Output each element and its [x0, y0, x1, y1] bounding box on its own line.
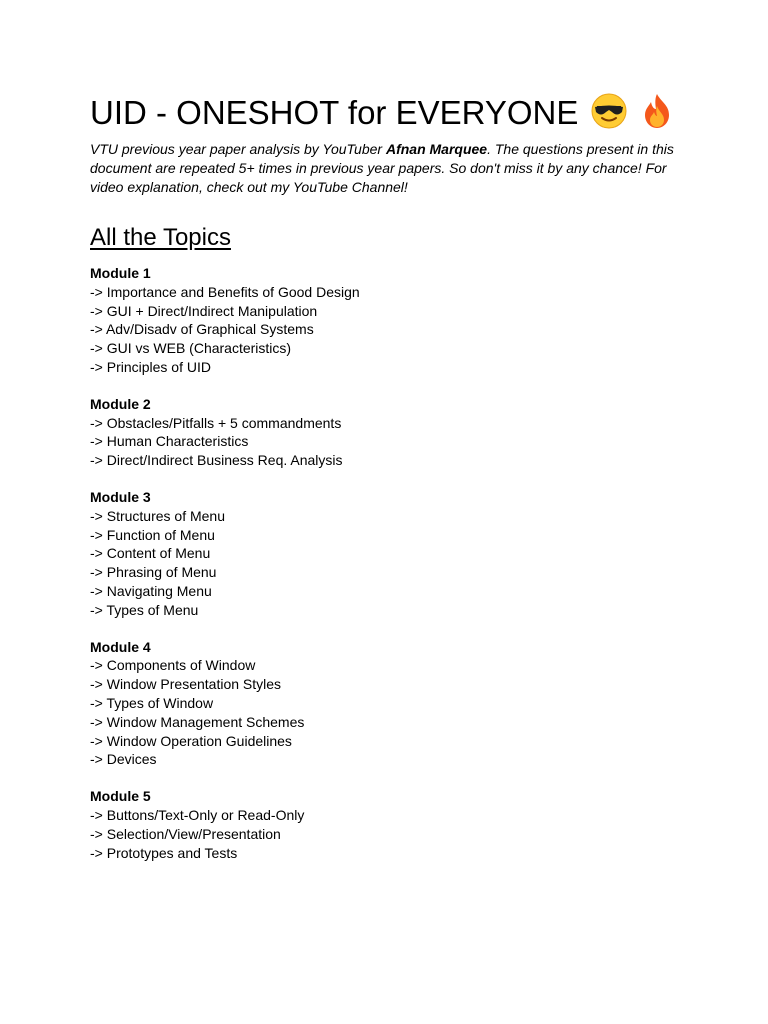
topic-list: [90, 283, 690, 377]
topic-item: -> Direct/Indirect Business Req. Analysis: [90, 452, 343, 469]
topic-item: -> Phrasing of Menu: [90, 564, 217, 581]
fire-icon: [639, 92, 675, 139]
module-4: [90, 638, 690, 770]
document-title: [90, 92, 675, 139]
topic-item: -> Function of Menu: [90, 526, 215, 543]
topic-item: -> Types of Menu: [90, 601, 199, 618]
topic-item: -> Window Presentation Styles: [90, 676, 282, 693]
topic-item: -> Adv/Disadv of Graphical Systems: [90, 321, 314, 338]
topic-item: -> Devices: [90, 751, 157, 768]
topic-list: [90, 806, 690, 862]
sunglasses-face-icon: [590, 92, 628, 139]
intro-suffix: . The questions present in this document are repeated 5+ times in previous year papers. So don't miss it by any chance! For video explanation, check out my YouTube Channel!: [90, 141, 674, 195]
topic-item: -> Types of Window: [90, 694, 214, 711]
modules-list: [90, 264, 690, 880]
topic-item: -> Content of Menu: [90, 545, 211, 562]
topic-item: -> Selection/View/Presentation: [90, 825, 281, 842]
topic-item: -> GUI vs WEB (Characteristics): [90, 340, 292, 357]
topic-item: -> Prototypes and Tests: [90, 844, 238, 861]
module-title: Module 1: [90, 265, 151, 281]
topic-item: -> Window Management Schemes: [90, 713, 305, 730]
module-title: Module 3: [90, 488, 151, 505]
topic-item: -> GUI + Direct/Indirect Manipulation: [90, 302, 318, 319]
intro-prefix: VTU previous year paper analysis by YouTuber: [90, 141, 386, 157]
section-heading: All the Topics: [90, 224, 231, 251]
module-5: [90, 787, 690, 862]
module-2: [90, 395, 690, 470]
module-title: Module 5: [90, 788, 151, 805]
document-title-text: UID - ONESHOT for EVERYONE: [90, 94, 579, 132]
topic-item: -> Human Characteristics: [90, 433, 249, 450]
module-title: Module 2: [90, 395, 151, 412]
topic-item: -> Structures of Menu: [90, 507, 226, 524]
topic-item: -> Principles of UID: [90, 358, 211, 375]
topic-list: [90, 656, 690, 769]
topic-item: -> Buttons/Text-Only or Read-Only: [90, 806, 305, 823]
document-intro: [90, 140, 680, 197]
topic-item: -> Navigating Menu: [90, 582, 212, 599]
topic-list: [90, 507, 690, 620]
topic-item: -> Components of Window: [90, 657, 256, 674]
topic-item: -> Window Operation Guidelines: [90, 732, 292, 749]
intro-author: Afnan Marquee: [385, 141, 488, 157]
topic-item: -> Obstacles/Pitfalls + 5 commandments: [90, 414, 342, 431]
topic-item: -> Importance and Benefits of Good Design: [90, 283, 360, 300]
module-3: [90, 488, 690, 620]
module-title: Module 4: [90, 638, 151, 655]
topic-list: [90, 414, 690, 470]
module-1: [90, 264, 690, 377]
